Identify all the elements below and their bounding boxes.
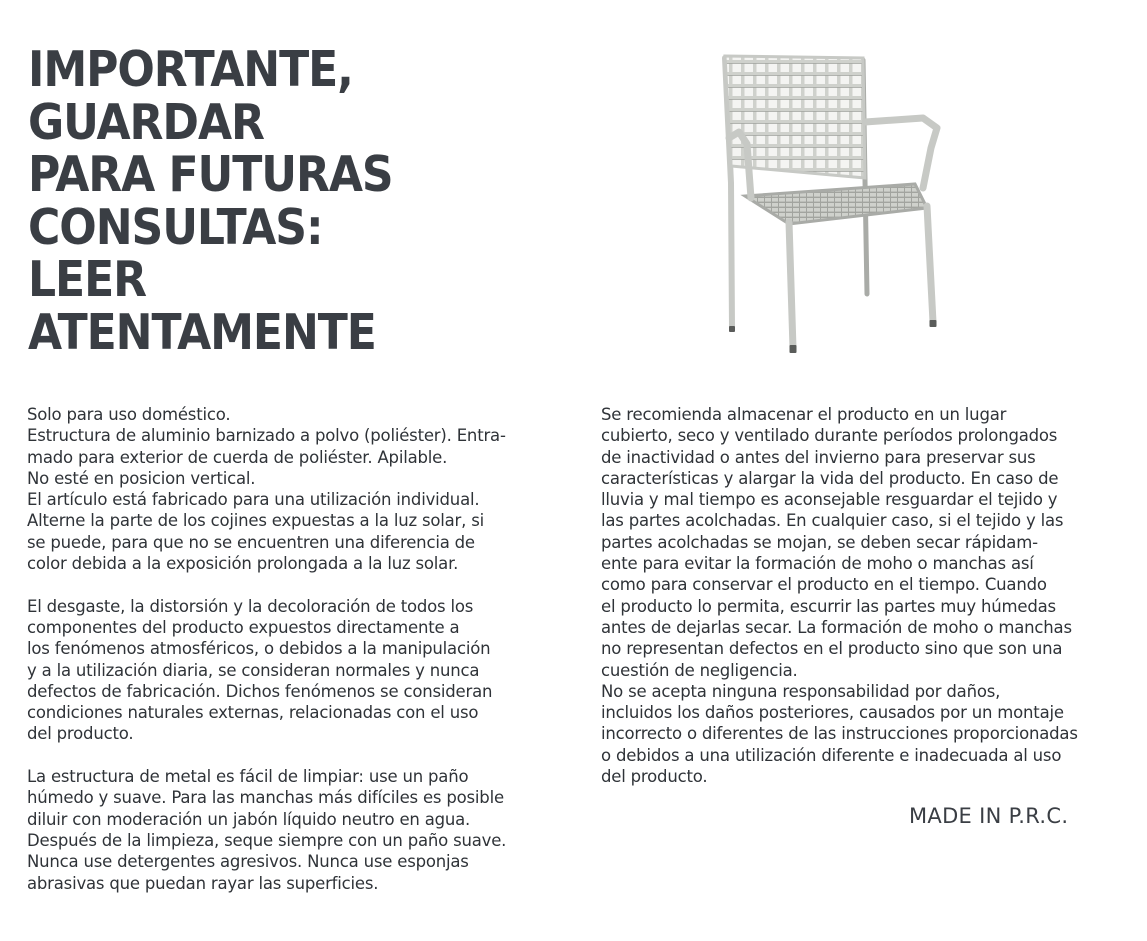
title-line: CONSULTAS: [28, 198, 323, 256]
front-leg-right [927, 206, 933, 322]
foot [930, 320, 937, 327]
text-line: defectos de fabricación. Dichos fenómenos se consideran [27, 681, 493, 701]
text-line: No se acepta ninguna responsabilidad por daños, [601, 681, 1001, 701]
text-line: no representan defectos en el producto sino que son una [601, 639, 1063, 659]
title-line: LEER [28, 251, 146, 308]
title-line: ATENTAMENTE [28, 303, 376, 361]
text-line: se puede, para que no se encuentren una diferencia de [27, 532, 475, 552]
text-line: Alterne la parte de los cojines expuestas a la luz solar, si [27, 511, 485, 531]
text-line: abrasivas que puedan rayar las superficies. [27, 873, 379, 893]
text-line: Estructura de aluminio barnizado a polvo (poliéster). Entra- [27, 426, 506, 446]
text-line: Después de la limpieza, seque siempre con un paño suave. [27, 830, 507, 850]
made-in-label: MADE IN P.R.C. [909, 804, 1069, 828]
foot [729, 326, 735, 332]
text-line: partes acolchadas se mojan, se deben secar rápidam- [601, 532, 1038, 552]
text-line: El artículo está fabricado para una utilización individual. [27, 490, 480, 510]
paragraph-gap [27, 574, 567, 595]
text-line: La estructura de metal es fácil de limpiar: use un paño [27, 767, 469, 787]
seat [745, 184, 927, 224]
text-line: Se recomienda almacenar el producto en un lugar [601, 405, 1007, 424]
front-leg-left [789, 222, 793, 348]
text-line: ente para evitar la formación de moho o manchas así [601, 554, 1034, 574]
right-text-column [601, 404, 1141, 787]
text-line: No esté en posicion vertical. [27, 468, 256, 488]
text-line: El desgaste, la distorsión y la decoloración de todos los [27, 596, 474, 616]
text-line: cuestión de negligencia. [601, 660, 798, 680]
text-line: del producto. [27, 724, 134, 744]
text-line: cubierto, seco y ventilado durante períodos prolongados [601, 426, 1058, 446]
text-line: incorrecto o diferentes de las instrucciones proporcionadas [601, 724, 1078, 744]
text-line: antes de dejarlas secar. La formación de moho o manchas [601, 617, 1072, 637]
text-line: diluir con moderación un jabón líquido neutro en agua. [27, 809, 471, 829]
left-text-column [27, 404, 567, 894]
text-line: Solo para uso doméstico. [27, 405, 231, 424]
text-line: o debidos a una utilización diferente e inadecuada al uso [601, 745, 1062, 765]
text-line: del producto. [601, 767, 708, 787]
text-line: incluidos los daños posteriores, causados por un montaje [601, 703, 1064, 723]
text-line: componentes del producto expuestos directamente a [27, 617, 460, 637]
page-title [28, 41, 433, 361]
title-line: GUARDAR [28, 93, 264, 151]
text-line: las partes acolchadas. En cualquier caso, si el tejido y las [601, 511, 1064, 531]
chair-illustration [705, 48, 955, 360]
text-line: y a la utilización diaria, se consideran normales y nunca [27, 660, 480, 680]
text-line: características y alargar la vida del producto. En caso de [601, 468, 1059, 488]
text-line: los fenómenos atmosféricos, o debidos a la manipulación [27, 639, 491, 659]
title-line: PARA FUTURAS [28, 146, 393, 203]
text-line: como para conservar el producto en el tiempo. Cuando [601, 575, 1047, 595]
text-line: mado para exterior de cuerda de poliéster. Apilable. [27, 447, 448, 467]
text-line: Nunca use detergentes agresivos. Nunca use esponjas [27, 852, 469, 872]
text-line: color debida a la exposición prolongada a la luz solar. [27, 554, 459, 574]
text-line: húmedo y suave. Para las manchas más difíciles es posible [27, 788, 504, 808]
text-line: condiciones naturales externas, relacionadas con el uso [27, 703, 479, 723]
foot [790, 345, 797, 353]
armrest-right [865, 118, 937, 188]
text-line: el producto lo permita, escurrir las partes muy húmedas [601, 596, 1056, 616]
title-line: IMPORTANTE, [28, 41, 353, 98]
paragraph-gap [27, 745, 567, 766]
text-line: de inactividad o antes del invierno para preservar sus [601, 447, 1036, 467]
text-line: lluvia y mal tiempo es aconsejable resguardar el tejido y [601, 490, 1058, 510]
